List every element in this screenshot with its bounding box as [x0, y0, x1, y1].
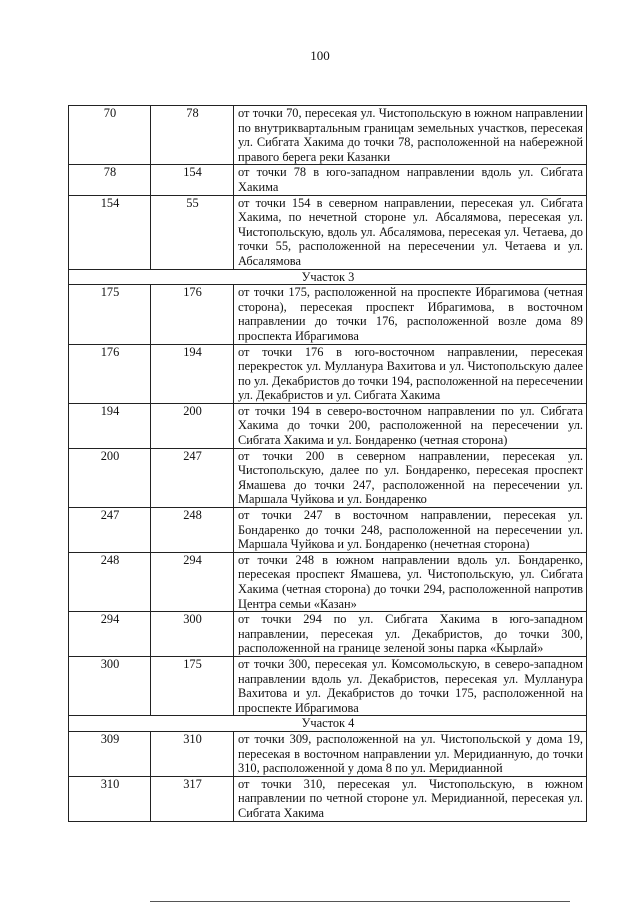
- section-title: Участок 3: [69, 269, 587, 285]
- page-number: 100: [310, 48, 330, 63]
- route-description-cell: от точки 248 в южном направлении вдоль ул. Бондаренко, пересекая проспект Ямашева, ул. Чистопольскую, ул. Сибгата Хакима (четная сторона) до точки 294, расположенной напротив Центра семьи «Казан»: [234, 552, 587, 611]
- from-point-cell: 300: [69, 656, 151, 715]
- section-title: Участок 4: [69, 716, 587, 732]
- to-point-cell: 247: [151, 448, 234, 507]
- section-header-row: [69, 716, 587, 732]
- route-description-cell: от точки 294 по ул. Сибгата Хакима в юго-западном направлении, пересекая ул. Декабристов, до точки 300, расположенной на границе зеленой зоны парка «Кырлай»: [234, 612, 587, 657]
- from-point-cell: 309: [69, 731, 151, 776]
- route-description-cell: от точки 200 в северном направлении, пересекая ул. Чистопольскую, далее по ул. Бондаренко, пересекая проспект Ямашева до точки 247, расположенной на пересечении ул. Маршала Чуйкова и ул. Бондаренко: [234, 448, 587, 507]
- from-point-cell: 70: [69, 106, 151, 165]
- route-description-cell: от точки 300, пересекая ул. Комсомольскую, в северо-западном направлении вдоль ул. Декабристов, пересекая ул. Мулланура Вахитова и ул. Декабристов до точки 175, расположенной на проспекте Ибрагимова: [234, 656, 587, 715]
- table-row: [69, 776, 587, 821]
- route-description-cell: от точки 309, расположенной на ул. Чистопольской у дома 19, пересекая в восточном направлении ул. Меридианную, до точки 310, расположенной у дома 8 по ул. Меридианной: [234, 731, 587, 776]
- to-point-cell: 55: [151, 195, 234, 269]
- route-description-cell: от точки 70, пересекая ул. Чистопольскую в южном направлении по внутриквартальным границам земельных участков, пересекая ул. Сибгата Хакима до точки 78, расположенной на набережной правого берега реки Казанки: [234, 106, 587, 165]
- route-description-cell: от точки 247 в восточном направлении, пересекая ул. Бондаренко до точки 248, расположенной на пересечении ул. Маршала Чуйкова и ул. Бондаренко (нечетная сторона): [234, 508, 587, 553]
- route-table-body: [69, 106, 587, 822]
- bottom-rule: [150, 901, 570, 902]
- from-point-cell: 247: [69, 508, 151, 553]
- to-point-cell: 175: [151, 656, 234, 715]
- table-row: [69, 731, 587, 776]
- table-row: [69, 656, 587, 715]
- from-point-cell: 154: [69, 195, 151, 269]
- to-point-cell: 300: [151, 612, 234, 657]
- route-table: [68, 105, 587, 822]
- table-row: [69, 448, 587, 507]
- from-point-cell: 200: [69, 448, 151, 507]
- to-point-cell: 248: [151, 508, 234, 553]
- from-point-cell: 175: [69, 285, 151, 344]
- from-point-cell: 310: [69, 776, 151, 821]
- route-description-cell: от точки 175, расположенной на проспекте Ибрагимова (четная сторона), пересекая проспект Ибрагимова, в восточном направлении до точки 176, расположенной возле дома 89 проспекта Ибрагимова: [234, 285, 587, 344]
- table-row: [69, 403, 587, 448]
- table-row: [69, 285, 587, 344]
- to-point-cell: 317: [151, 776, 234, 821]
- from-point-cell: 294: [69, 612, 151, 657]
- from-point-cell: 78: [69, 165, 151, 195]
- table-row: [69, 106, 587, 165]
- to-point-cell: 78: [151, 106, 234, 165]
- to-point-cell: 154: [151, 165, 234, 195]
- to-point-cell: 294: [151, 552, 234, 611]
- table-row: [69, 612, 587, 657]
- table-row: [69, 552, 587, 611]
- to-point-cell: 200: [151, 403, 234, 448]
- from-point-cell: 248: [69, 552, 151, 611]
- to-point-cell: 194: [151, 344, 234, 403]
- from-point-cell: 194: [69, 403, 151, 448]
- route-description-cell: от точки 310, пересекая ул. Чистопольскую, в южном направлении по четной стороне ул. Меридианной, пересекая ул. Сибгата Хакима: [234, 776, 587, 821]
- section-header-row: [69, 269, 587, 285]
- route-description-cell: от точки 194 в северо-восточном направлении по ул. Сибгата Хакима до точки 200, расположенной на пересечении ул. Сибгата Хакима и ул. Бондаренко (четная сторона): [234, 403, 587, 448]
- table-row: [69, 195, 587, 269]
- route-description-cell: от точки 176 в юго-восточном направлении, пересекая перекресток ул. Мулланура Вахитова и ул. Чистопольскую далее по ул. Декабристов до точки 194, расположенной на пересечении ул. Декабристов и ул. Сибгата Хакима: [234, 344, 587, 403]
- from-point-cell: 176: [69, 344, 151, 403]
- table-row: [69, 508, 587, 553]
- table-row: [69, 165, 587, 195]
- route-description-cell: от точки 154 в северном направлении, пересекая ул. Сибгата Хакима, по нечетной стороне ул. Абсалямова, пересекая ул. Чистопольскую, вдоль ул. Абсалямова, пересекая ул. Четаева, до точки 55, расположенной на пересечении ул. Четаева и ул. Абсалямова: [234, 195, 587, 269]
- to-point-cell: 176: [151, 285, 234, 344]
- route-description-cell: от точки 78 в юго-западном направлении вдоль ул. Сибгата Хакима: [234, 165, 587, 195]
- table-row: [69, 344, 587, 403]
- to-point-cell: 310: [151, 731, 234, 776]
